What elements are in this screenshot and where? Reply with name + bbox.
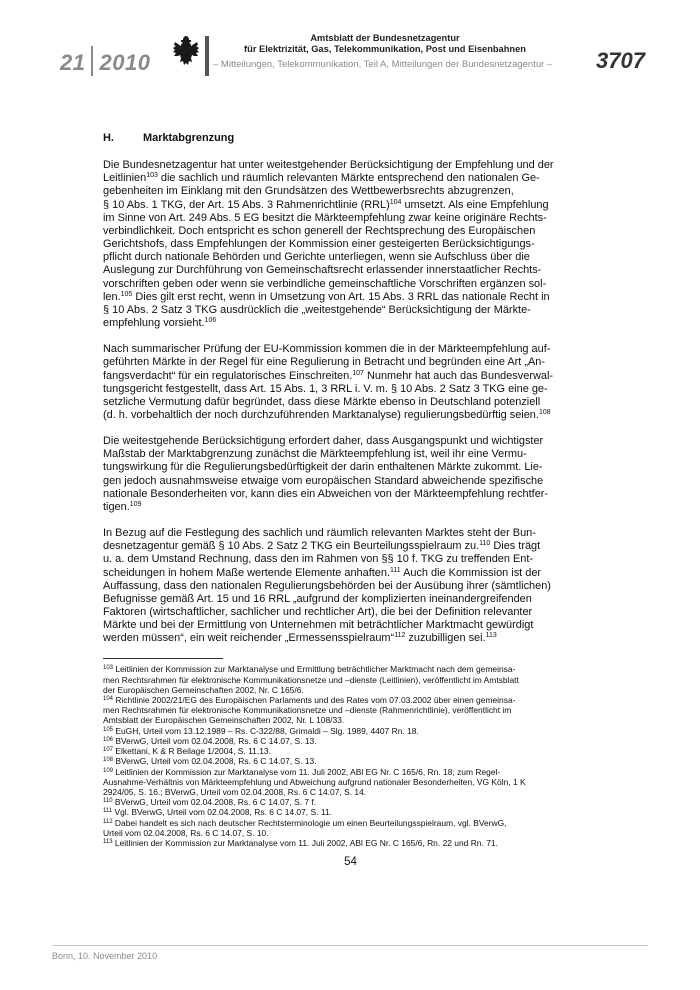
text-run: In Bezug auf die Festlegung des sachlich und räumlich relevanten Marktes steht der Bun-: [103, 527, 536, 540]
text-run: werden müssen“, ein weit reichender „Ermessensspielraum“: [103, 632, 395, 645]
footnote-line: [103, 756, 598, 766]
issue-number: [60, 46, 150, 76]
text-run: Auffassung, dass den nationalen Regulierungsbehörden bei der Ausübung ihrer (sämtlichen): [103, 579, 551, 592]
gazette-title-line-2: für Elektrizität, Gas, Telekommunikation, Post und Eisenbahnen: [244, 44, 526, 54]
text-run: zuzubilligen sei.: [405, 632, 486, 645]
text-line: [103, 475, 598, 488]
footnote-marker: 104: [103, 696, 114, 703]
section-title: Marktabgrenzung: [143, 132, 235, 144]
text-run: Faktoren (wirtschaftlicher, sachlicher und rechtlicher Art), die bei der Definition relevanter: [103, 606, 533, 618]
text-line: [103, 619, 598, 632]
text-line: [103, 567, 598, 580]
body-text: [103, 159, 598, 645]
text-line: [103, 291, 598, 304]
text-run: Die weitestgehende Berücksichtigung erfordert daher, dass Ausgangspunkt und wichtigster: [103, 435, 544, 448]
footnote-ref: 112: [394, 632, 406, 640]
footnote-line: [103, 685, 598, 695]
footnote-marker: 107: [103, 747, 114, 754]
footnote-ref: 113: [485, 632, 497, 640]
paragraph: [103, 527, 598, 645]
footnote-ref: 110: [479, 540, 491, 548]
footnote-line: [103, 797, 598, 807]
text-run: Nunmehr hat auch das Bundesverwal-: [363, 369, 554, 382]
gazette-page-number: 3707: [596, 48, 645, 73]
text-run: tigen.: [103, 500, 130, 513]
text-run: Gerichtshofs, dass Empfehlungen der Kommission einer gesteigerten Berücksichtigungs-: [103, 238, 535, 251]
text-run: Nach summarischer Prüfung der EU-Kommission kommen die in der Märkteempfehlung auf-: [103, 343, 551, 356]
footnote-text: Richtlinie 2002/21/EG des Europäischen Parlaments und des Rates vom 07.03.2002 über einen gemeinsa-: [113, 695, 516, 706]
text-run: Maßstab der Marktabgrenzung zunächst die Märkteempfehlung ist, weil ihr eine Vermu-: [103, 448, 527, 461]
footnote-ref: 111: [390, 566, 401, 574]
text-line: [103, 527, 598, 540]
page-header: [0, 0, 700, 80]
text-run: Dies trägt: [490, 540, 541, 553]
text-line: [103, 448, 598, 461]
text-line: [103, 225, 598, 238]
text-line: [103, 606, 598, 619]
text-run: verbindlichkeit. Doch entspricht es schon generell der Rechtsprechung des Europäischen: [103, 224, 536, 237]
text-run: tungswirkung für die Regulierungsbedürftigkeit der darin enthaltenen Märkte zukommt. Lie-: [103, 461, 543, 474]
footnote-text: Ausnahme-Verhältnis von Märkteempfehlung und Abweichung aufgrund nationaler Besonderheiten, VG Köln, 1 K: [103, 776, 526, 787]
footnote-line: [103, 664, 598, 674]
text-run: u. a. dem Umstand Rechnung, dass den im Rahmen von §§ 10 f. TKG zu treffenden Ent-: [103, 553, 534, 566]
issue-separator: [91, 46, 93, 76]
text-run: Die Bundesnetzagentur hat unter weitestgehender Berücksichtigung der Empfehlung und der: [103, 159, 554, 172]
text-line: [103, 159, 598, 172]
footnote-ref: 104: [389, 198, 402, 206]
text-line: [103, 304, 598, 317]
text-line: [103, 317, 598, 330]
footnote-text: Elkettani, K & R Beilage 1/2004, S. 11,13.: [113, 746, 271, 757]
text-run: gebenheiten im Einklang mit den Grundsätzen des Wettbewerbsrechts abzugrenzen,: [103, 185, 514, 198]
footnote-marker: 105: [103, 726, 114, 733]
text-run: im Sinne von Art. 249 Abs. 5 EG besitzt die Märkteempfehlung zwar keine originäre Rechts-: [103, 211, 547, 224]
main-content: [103, 132, 598, 869]
text-line: [103, 343, 598, 356]
footnote-text: men Rechtsrahmen für elektronische Kommunikationsnetze und –dienste (Leitlinien), veröffentlicht im Amtsblatt: [103, 674, 519, 685]
footnote-marker: 111: [103, 808, 113, 815]
text-run: gen jedoch ausnahmsweise etwaige vom europäischen Standard abweichende spezifische: [103, 474, 544, 487]
document-page-number: 54: [344, 856, 357, 869]
footnote-text: Leitlinien der Kommission zur Marktanalyse und Ermittlung beträchtlicher Marktmacht nach dem gemeinsa-: [113, 664, 516, 675]
footnote-line: [103, 695, 598, 705]
gazette-title: [215, 33, 555, 55]
text-run: § 10 Abs. 2 Satz 3 TKG ausdrücklich die „weitestgehende“ Berücksichtigung der Märkte-: [103, 303, 531, 316]
text-line: [103, 580, 598, 593]
text-line: [103, 488, 598, 501]
text-line: [103, 199, 598, 212]
footnote-ref: 105: [120, 290, 133, 298]
text-run: len.: [103, 290, 121, 303]
text-line: [103, 593, 598, 606]
text-line: [103, 632, 598, 645]
text-line: [103, 409, 598, 422]
footnote-text: Urteil vom 02.04.2008, Rs. 6 C 14.07, S. 10.: [103, 827, 269, 838]
gazette-subtitle: – Mitteilungen, Telekommunikation, Teil A, Mitteilungen der Bundesnetzagentur –: [213, 59, 553, 70]
footnote-ref: 103: [146, 172, 158, 180]
text-run: vorschriften geben oder wenn sie verbindliche gemeinschaftliche Vorschriften ergänzen sol-: [103, 277, 547, 290]
text-run: fangsverdacht“ für ein regulatorisches Einschreiten.: [103, 369, 353, 382]
text-run: die sachlich und räumlich relevanten Märkte entsprechend den nationalen Ge-: [157, 172, 540, 185]
footnote-text: BVerwG, Urteil vom 02.04.2008, Rs. 6 C 14.07, S. 13.: [113, 756, 317, 767]
footnote-text: Leitlinien der Kommission zur Marktanalyse vom 11. Juli 2002, ABl EG Nr. C 165/6, Rn. 22 und Rn. 71.: [112, 837, 498, 848]
footnote-text: Amtsblatt der Europäischen Gemeinschaften 2002, Nr. L 108/33.: [103, 715, 345, 726]
footnote-marker: 109: [103, 767, 114, 774]
footnote-text: Vgl. BVerwG, Urteil vom 02.04.2008, Rs. 6 C 14.07, S. 11.: [112, 807, 332, 818]
footer-rule: [52, 945, 648, 946]
footnote-line: [103, 807, 598, 817]
text-line: [103, 461, 598, 474]
text-run: Leitlinien: [103, 172, 147, 185]
text-line: [103, 264, 598, 277]
footnote-line: [103, 767, 598, 777]
footnote-line: [103, 777, 598, 787]
footnote-line: [103, 787, 598, 797]
text-line: [103, 172, 598, 185]
footnote-marker: 106: [103, 736, 114, 743]
text-line: [103, 540, 598, 553]
text-run: geführten Märkte in der Regel für eine Regulierung in Betracht und begründen eine Art „An-: [103, 356, 546, 369]
footnote-line: [103, 736, 598, 746]
footnote-marker: 108: [103, 757, 114, 764]
text-run: tungsgericht festgestellt, dass Art. 15 Abs. 1, 3 RRL i. V. m. § 10 Abs. 2 Satz 3 TKG eine ge-: [103, 382, 548, 395]
footnote-text: BVerwG, Urteil vom 02.04.2008, Rs. 6 C 14.07, S. 7 f.: [112, 797, 317, 808]
text-line: [103, 278, 598, 291]
footnote-text: Dabei handelt es sich nach deutscher Rechtsterminologie um einen Beurteilungsspielraum, vgl. BVerwG,: [112, 817, 507, 828]
footnote-line: [103, 746, 598, 756]
text-run: nationale Besonderheiten vor, kann dies ein Abweichen von der Märkteempfehlung rechtfer-: [103, 487, 549, 500]
footnote-text: 2924/05, S. 16.; BVerwG, Urteil vom 02.04.2008, Rs. 6 C 14.07, S. 14.: [103, 786, 367, 797]
footnote-line: [103, 828, 598, 838]
footnote-ref: 107: [352, 369, 364, 377]
text-line: [103, 185, 598, 198]
footnote-line: [103, 818, 598, 828]
text-run: umsetzt. Als eine Empfehlung: [401, 198, 549, 211]
footnote-ref: 106: [204, 317, 217, 325]
text-run: setzliche Vermutung dafür begründet, dass diese Märkte ebenso in Deutschland potenziell: [103, 395, 541, 408]
text-run: Dies gilt erst recht, wenn in Umsetzung von Art. 15 Abs. 3 RRL das nationale Recht in: [132, 290, 550, 303]
footnote-line: [103, 715, 598, 725]
text-run: Befugnisse gemäß Art. 15 und 16 RRL „aufgrund der komplizierten ineinandergreifenden: [103, 592, 532, 605]
footnote-text: men Rechtsrahmen für elektronische Kommunikationsnetze und –dienste (Rahmenrichtlinie), veröffentlicht im: [103, 705, 512, 716]
text-run: desnetzagentur gemäß § 10 Abs. 2 Satz 2 TKG ein Beurteilungsspielraum zu.: [103, 540, 480, 553]
gazette-title-line-1: Amtsblatt der Bundesnetzagentur: [310, 33, 460, 43]
footer-date: Bonn, 10. November 2010: [52, 951, 158, 961]
text-line: [103, 501, 598, 514]
footnote-text: EuGH, Urteil vom 13.12.1989 – Rs. C-322/88, Grimaldi – Slg. 1989, 4407 Rn. 18.: [113, 725, 419, 736]
text-line: [103, 553, 598, 566]
footnote-line: [103, 675, 598, 685]
footnote-line: [103, 705, 598, 715]
federal-eagle-icon: [172, 34, 200, 68]
footnote-line: [103, 726, 598, 736]
text-line: [103, 251, 598, 264]
text-run: Märkte und bei der Ermittlung von Unternehmen mit beträchtlicher Marktmacht gewürdigt: [103, 619, 534, 632]
footnote-marker: 103: [103, 665, 114, 672]
text-line: [103, 212, 598, 225]
footnote-text: BVerwG, Urteil vom 02.04.2008, Rs. 6 C 14.07, S. 13.: [113, 735, 317, 746]
text-run: (d. h. vorbehaltlich der noch durchzuführenden Marktanalyse) regulierungsbedürftig seien.: [103, 408, 539, 421]
text-run: § 10 Abs. 1 TKG, der Art. 15 Abs. 3 Rahmenrichtlinie (RRL): [103, 198, 390, 211]
paragraph: [103, 159, 598, 330]
text-line: [103, 396, 598, 409]
text-run: Auslegung zur Durchführung von Gemeinschaftsrecht erlassender innerstaatlicher Rechts-: [103, 264, 542, 277]
section-number: H.: [103, 132, 114, 144]
footnote-ref: 108: [538, 408, 551, 416]
text-line: [103, 238, 598, 251]
section-heading: [103, 132, 598, 145]
issue-year: 2010: [99, 50, 151, 75]
text-line: [103, 435, 598, 448]
header-vertical-bar: [205, 36, 209, 76]
paragraph: [103, 435, 598, 514]
text-run: pflicht durch nationale Behörden und Gerichte unterliegen, wenn sie Aufschluss über die: [103, 251, 530, 264]
text-run: Auch die Kommission ist der: [400, 566, 542, 579]
text-line: [103, 370, 598, 383]
text-line: [103, 356, 598, 369]
footnote-marker: 110: [103, 798, 113, 805]
footnote-ref: 109: [129, 500, 142, 508]
text-run: scheidungen in hohem Maße wertende Elemente anhaften.: [103, 566, 390, 579]
footnote-text: Leitlinien der Kommission zur Marktanalyse vom 11. Juli 2002, ABl EG Nr. C 165/6, Rn. 18; zum Regel-: [113, 766, 501, 777]
text-line: [103, 383, 598, 396]
footnote-separator: [103, 658, 223, 659]
footnote-marker: 112: [103, 818, 113, 825]
text-run: empfehlung vorsieht.: [103, 317, 205, 330]
footnotes: [103, 664, 598, 848]
footnote-marker: 113: [103, 838, 113, 845]
footnote-text: der Europäischen Gemeinschaften 2002, Nr. C 165/6.: [103, 684, 304, 695]
issue: 21: [60, 50, 86, 75]
footnote-line: [103, 838, 598, 848]
paragraph: [103, 343, 598, 422]
